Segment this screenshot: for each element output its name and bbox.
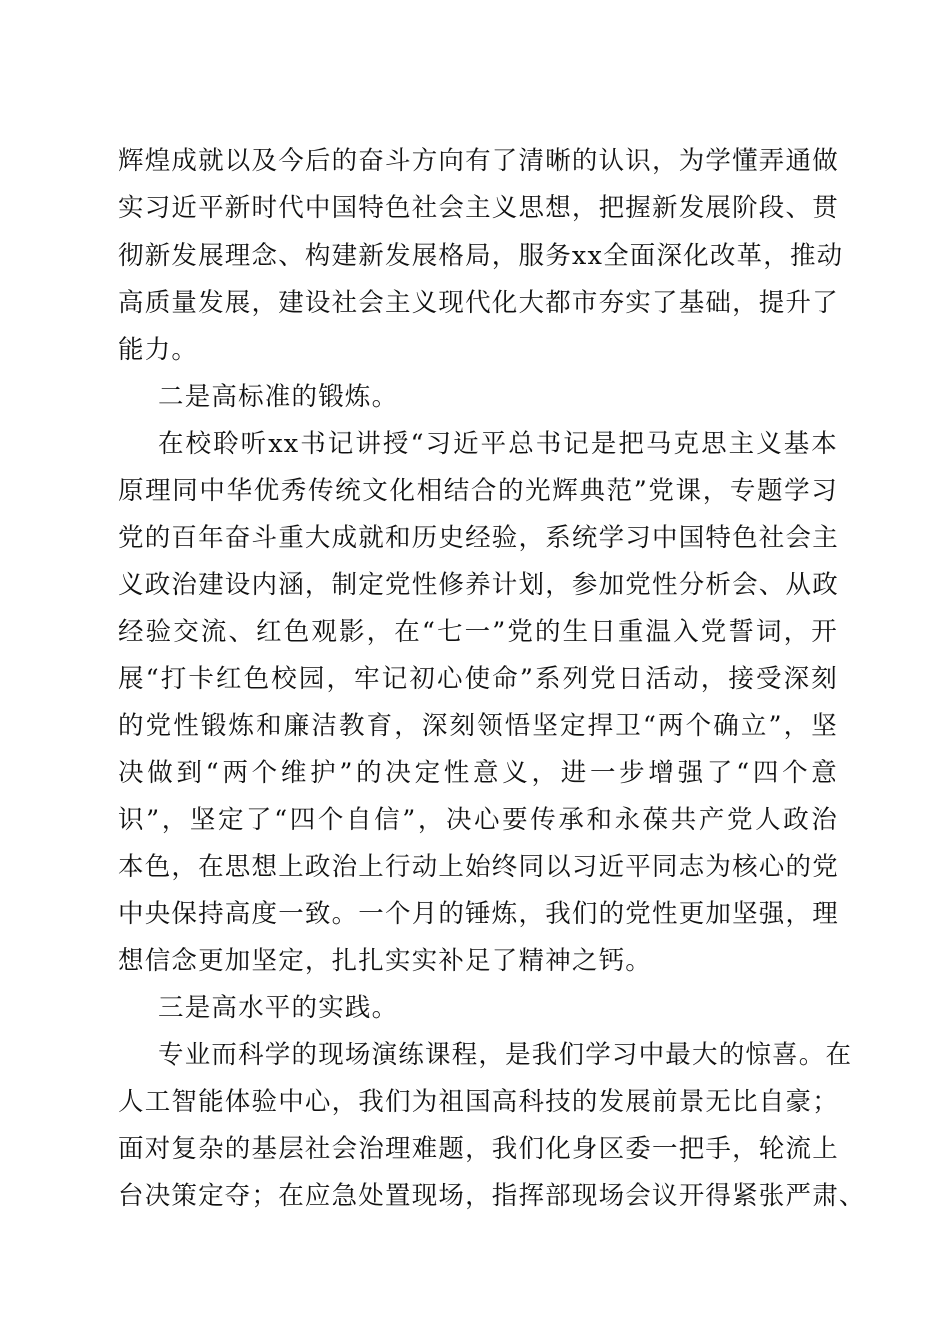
paragraph-line: 原理同中华优秀传统文化相结合的光辉典范”党课，专题学习 xyxy=(118,476,838,506)
paragraph-line: 实习近平新时代中国特色社会主义思想，把握新发展阶段、贯 xyxy=(118,193,839,223)
paragraph-line: 义政治建设内涵，制定党性修养计划，参加党性分析会、从政 xyxy=(118,570,839,600)
paragraph-line: 想信念更加坚定，扎扎实实补足了精神之钙。 xyxy=(118,946,653,976)
paragraph-line: 识”，坚定了“四个自信”，决心要传承和永葆共产党人政治 xyxy=(118,805,838,835)
paragraph-line: 人工智能体验中心，我们为祖国高科技的发展前景无比自豪； xyxy=(118,1087,839,1117)
paragraph-line: 展“打卡红色校园，牢记初心使命”系列党日活动，接受深刻 xyxy=(118,664,838,694)
paragraph-line: 台决策定夺；在应急处置现场，指挥部现场会议开得紧张严肃、 xyxy=(118,1181,866,1211)
section-heading: 三是高水平的实践。 xyxy=(158,993,399,1023)
section-heading: 二是高标准的锻炼。 xyxy=(158,382,399,412)
paragraph-line: 辉煌成就以及今后的奋斗方向有了清晰的认识，为学懂弄通做 xyxy=(118,146,839,176)
paragraph-line: 彻新发展理念、构建新发展格局，服务xx全面深化改革，推动 xyxy=(118,241,844,271)
paragraph-line: 经验交流、红色观影，在“七一”党的生日重温入党誓词，开 xyxy=(118,617,838,647)
paragraph-line: 决做到“两个维护”的决定性意义，进一步增强了“四个意 xyxy=(118,758,838,788)
paragraph-line: 专业而科学的现场演练课程，是我们学习中最大的惊喜。在 xyxy=(158,1040,853,1070)
paragraph-line: 的党性锻炼和廉洁教育，深刻领悟坚定捍卫“两个确立”，坚 xyxy=(118,711,838,741)
paragraph-line: 党的百年奋斗重大成就和历史经验，系统学习中国特色社会主 xyxy=(118,523,839,553)
paragraph-line: 面对复杂的基层社会治理难题，我们化身区委一把手，轮流上 xyxy=(118,1134,839,1164)
paragraph-line: 本色，在思想上政治上行动上始终同以习近平同志为核心的党 xyxy=(118,852,839,882)
paragraph-line: 高质量发展，建设社会主义现代化大都市夯实了基础，提升了 xyxy=(118,288,839,318)
paragraph-line: 在校聆听xx书记讲授“习近平总书记是把马克思主义基本 xyxy=(158,429,838,459)
paragraph-line: 能力。 xyxy=(118,335,199,365)
paragraph-line: 中央保持高度一致。一个月的锤炼，我们的党性更加坚强，理 xyxy=(118,899,839,929)
